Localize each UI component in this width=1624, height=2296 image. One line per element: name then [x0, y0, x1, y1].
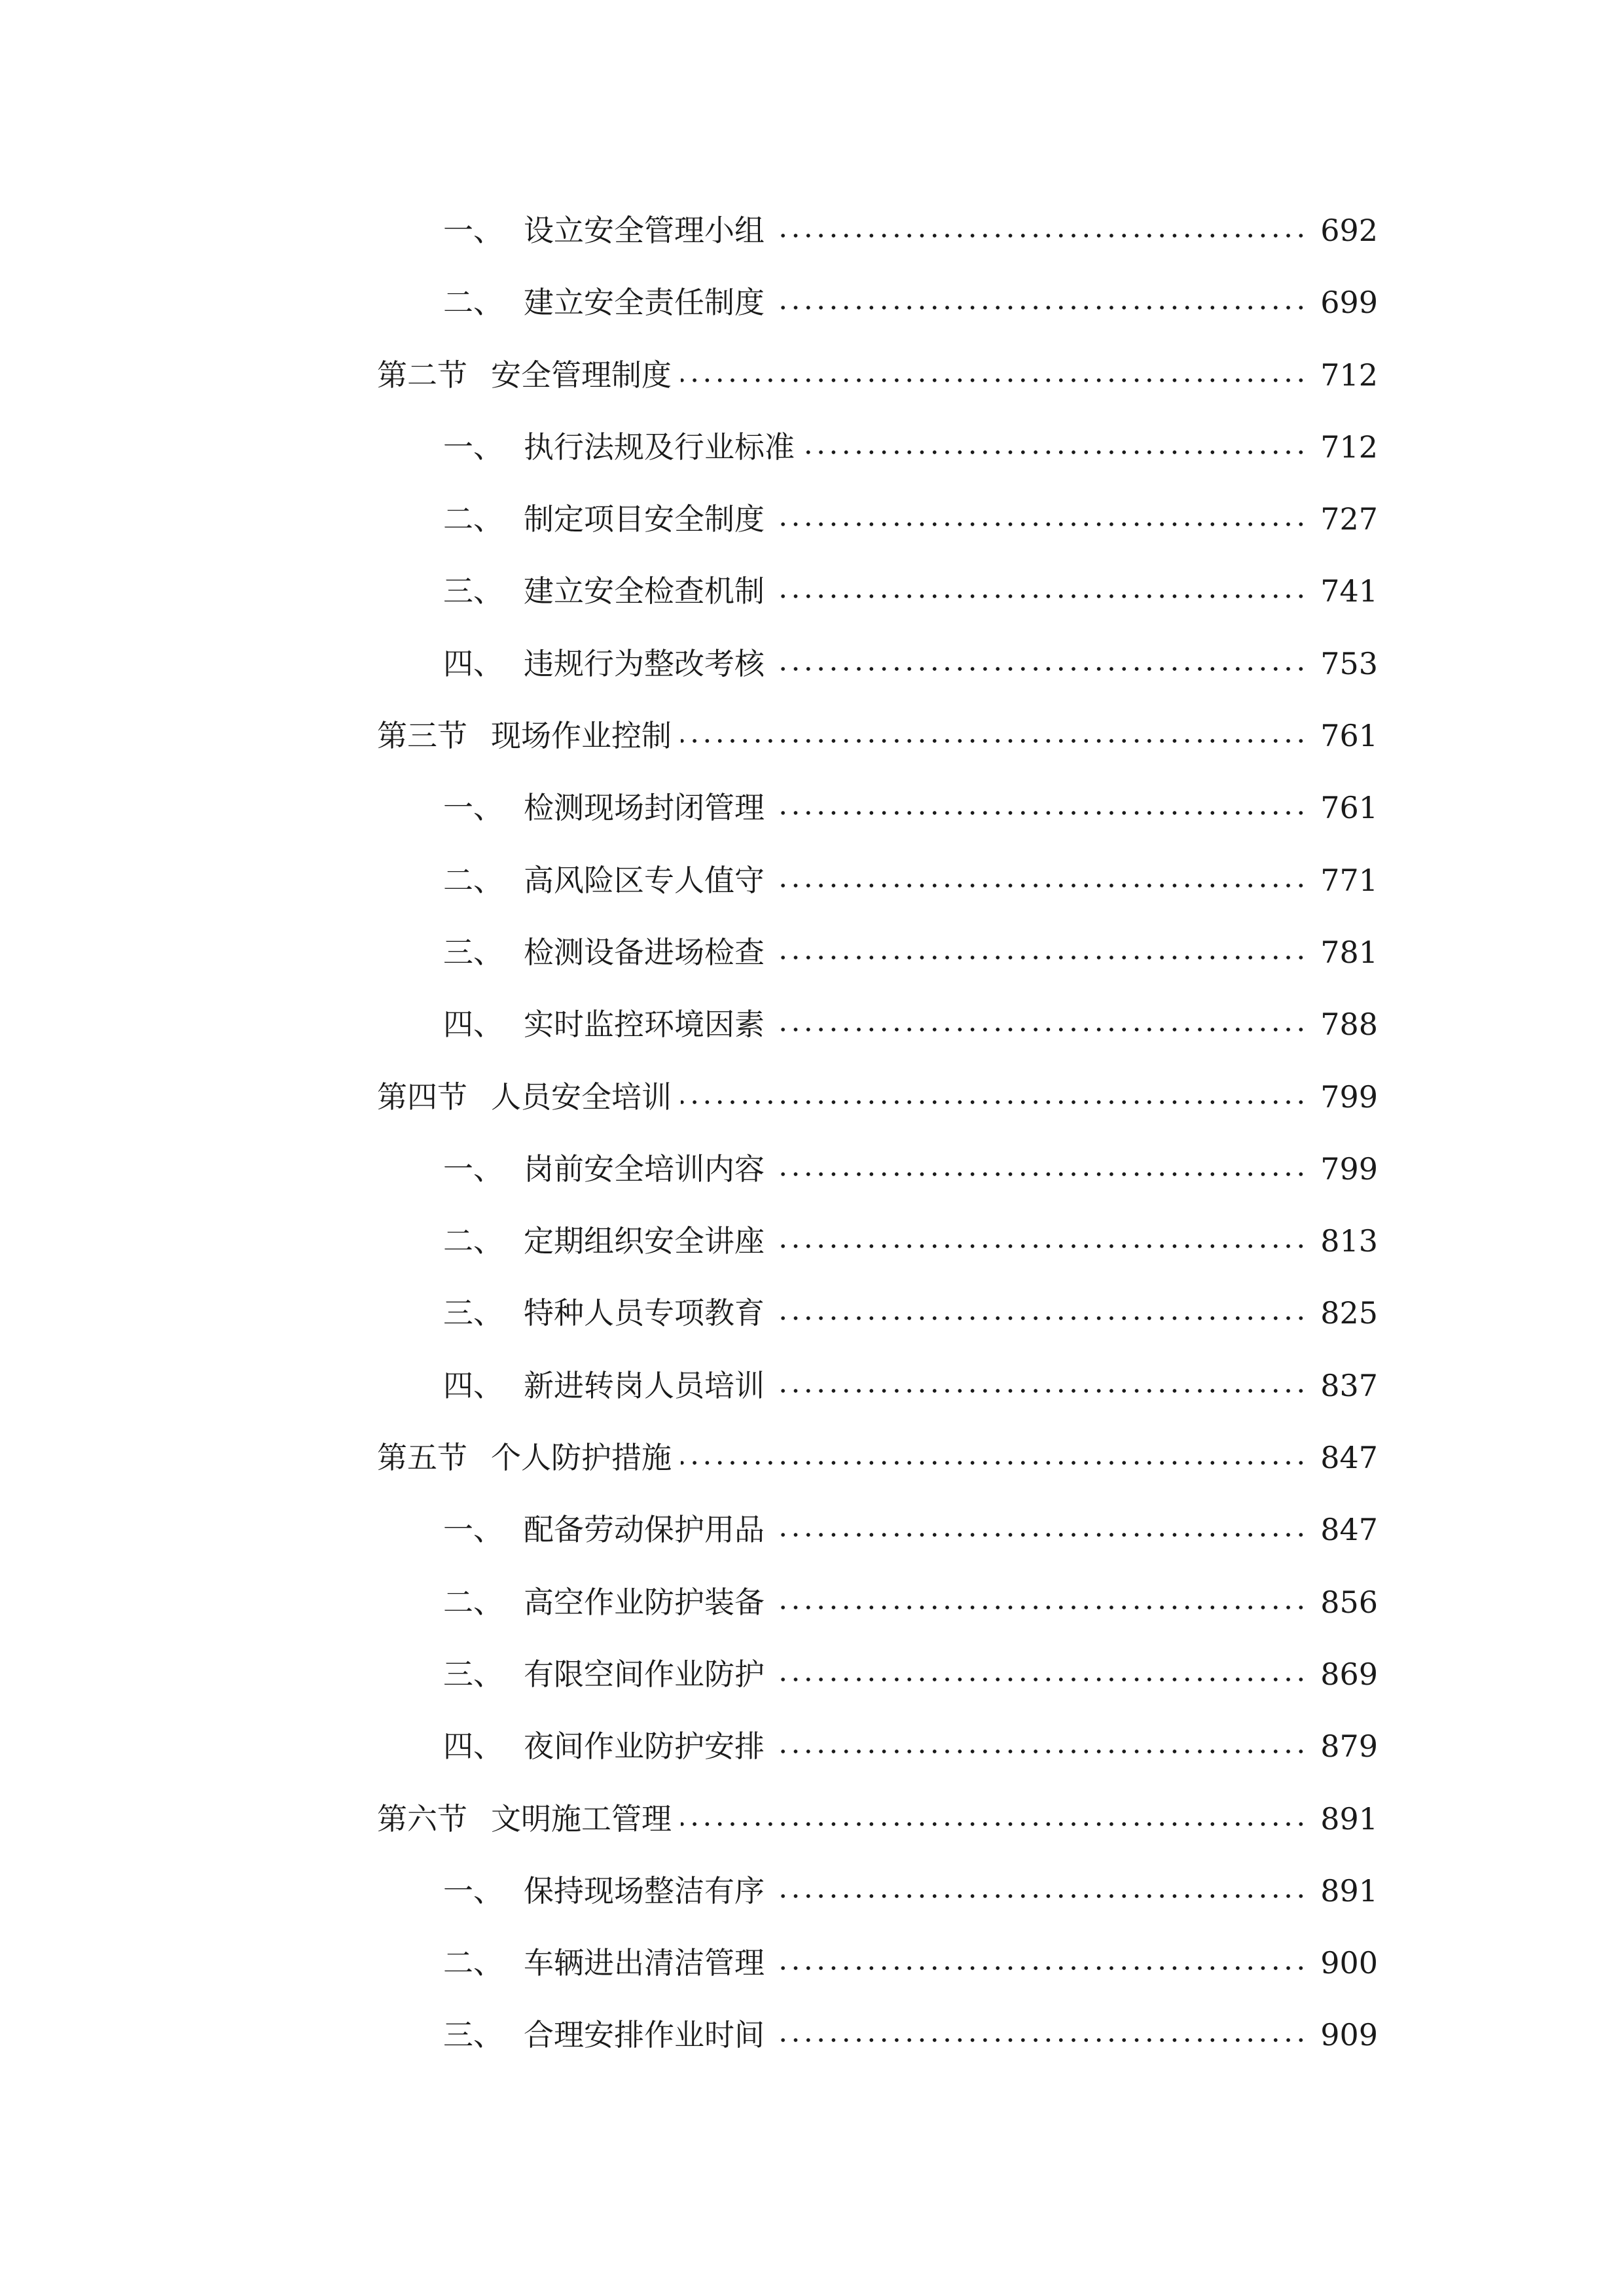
toc-entry[interactable]: [0, 990, 1624, 1062]
toc-entry-number: 三、: [443, 2017, 503, 2053]
toc-entry-page-number: 761: [1320, 790, 1378, 826]
toc-entry[interactable]: [0, 774, 1624, 846]
toc-entry-label: [443, 1005, 765, 1044]
toc-entry-page-number: 825: [1320, 1295, 1378, 1331]
table-of-contents: [0, 196, 1624, 2073]
toc-entry[interactable]: [0, 1857, 1624, 1929]
toc-entry-number: 二、: [443, 1584, 503, 1620]
toc-entry-number: 三、: [443, 934, 503, 970]
toc-entry-label: [377, 1799, 672, 1839]
toc-entry-number: 三、: [443, 573, 503, 609]
toc-entry-label: [443, 644, 765, 683]
toc-entry-label: [443, 861, 765, 900]
toc-entry-page-number: 847: [1320, 1440, 1378, 1476]
dot-leader: [774, 522, 1307, 527]
dot-leader: [774, 1388, 1307, 1393]
toc-entry[interactable]: [0, 1279, 1624, 1351]
toc-section-entry[interactable]: [0, 1063, 1624, 1135]
toc-entry[interactable]: [0, 918, 1624, 990]
toc-entry-label: [443, 1510, 765, 1549]
toc-entry-page-number: 869: [1320, 1656, 1378, 1692]
toc-entry-title: 违规行为整改考核: [524, 645, 765, 681]
toc-entry-page-number: 788: [1320, 1007, 1378, 1043]
toc-entry-number: 四、: [443, 1007, 503, 1043]
toc-entry-page-number: 761: [1320, 718, 1378, 754]
dot-leader: [774, 1749, 1307, 1754]
toc-entry-title: 设立安全管理小组: [524, 213, 765, 248]
toc-entry-number: 四、: [443, 645, 503, 681]
toc-section-title: 安全管理制度: [491, 357, 672, 393]
toc-entry-title: 定期组织安全讲座: [524, 1223, 765, 1259]
toc-entry-title: 高风险区专人值守: [524, 862, 765, 898]
dot-leader: [774, 1244, 1307, 1249]
toc-entry-page-number: 847: [1320, 1512, 1378, 1548]
dot-leader: [681, 738, 1307, 744]
toc-entry[interactable]: [0, 2001, 1624, 2073]
toc-entry[interactable]: [0, 1496, 1624, 1568]
dot-leader: [681, 378, 1307, 383]
toc-entry-page-number: 727: [1320, 501, 1378, 537]
toc-entry-number: 一、: [443, 790, 503, 826]
toc-entry[interactable]: [0, 1712, 1624, 1784]
toc-entry-label: [443, 1655, 765, 1694]
toc-entry-number: 一、: [443, 1512, 503, 1548]
toc-entry-label: [443, 2015, 765, 2054]
toc-entry-page-number: 813: [1320, 1223, 1378, 1259]
toc-entry-page-number: 837: [1320, 1367, 1378, 1403]
toc-entry[interactable]: [0, 1207, 1624, 1279]
toc-entry-label: [443, 211, 765, 250]
toc-entry-title: 配备劳动保护用品: [524, 1512, 765, 1548]
toc-entry-page-number: 891: [1320, 1801, 1378, 1837]
toc-entry[interactable]: [0, 1135, 1624, 1207]
toc-section-entry[interactable]: [0, 1785, 1624, 1857]
toc-entry-title: 高空作业防护装备: [524, 1584, 765, 1620]
toc-entry-page-number: 741: [1320, 573, 1378, 609]
toc-entry[interactable]: [0, 268, 1624, 340]
toc-entry[interactable]: [0, 196, 1624, 268]
toc-section-entry[interactable]: [0, 702, 1624, 774]
toc-entry-page-number: 799: [1320, 1079, 1378, 1115]
toc-entry-page-number: 712: [1320, 429, 1378, 465]
toc-entry-page-number: 712: [1320, 357, 1378, 393]
toc-entry-title: 检测现场封闭管理: [524, 790, 765, 826]
dot-leader: [774, 1172, 1307, 1177]
toc-entry-number: 一、: [443, 1151, 503, 1187]
dot-leader: [774, 1677, 1307, 1682]
toc-section-number: 第五节: [377, 1440, 467, 1476]
toc-entry-title: 建立安全责任制度: [524, 285, 765, 321]
toc-entry-number: 二、: [443, 1945, 503, 1981]
toc-entry-page-number: 891: [1320, 1873, 1378, 1909]
toc-entry[interactable]: [0, 557, 1624, 629]
toc-entry[interactable]: [0, 1352, 1624, 1424]
toc-section-title: 文明施工管理: [491, 1801, 672, 1837]
toc-entry-page-number: 692: [1320, 213, 1378, 248]
toc-entry-title: 合理安排作业时间: [524, 2017, 765, 2053]
toc-entry-label: [377, 1438, 672, 1477]
toc-entry[interactable]: [0, 1640, 1624, 1712]
toc-entry-label: [443, 427, 795, 467]
toc-entry-title: 执行法规及行业标准: [524, 429, 795, 465]
toc-entry-page-number: 879: [1320, 1729, 1378, 1765]
dot-leader: [774, 233, 1307, 238]
toc-entry-label: [443, 1149, 765, 1189]
toc-entry-number: 三、: [443, 1656, 503, 1692]
toc-entry-number: 二、: [443, 285, 503, 321]
toc-entry[interactable]: [0, 485, 1624, 557]
dot-leader: [774, 1532, 1307, 1537]
toc-entry-page-number: 900: [1320, 1945, 1378, 1981]
toc-entry-title: 夜间作业防护安排: [524, 1729, 765, 1765]
toc-entry-title: 保持现场整洁有序: [524, 1873, 765, 1909]
toc-entry-number: 二、: [443, 862, 503, 898]
toc-section-title: 个人防护措施: [491, 1440, 672, 1476]
toc-entry-title: 建立安全检查机制: [524, 573, 765, 609]
toc-entry-page-number: 909: [1320, 2017, 1378, 2053]
toc-entry-page-number: 771: [1320, 862, 1378, 898]
toc-entry-number: 四、: [443, 1729, 503, 1765]
toc-entry[interactable]: [0, 630, 1624, 702]
dot-leader: [774, 955, 1307, 960]
dot-leader: [774, 1027, 1307, 1032]
toc-entry-number: 一、: [443, 1873, 503, 1909]
toc-entry-label: [443, 933, 765, 972]
toc-entry-title: 岗前安全培训内容: [524, 1151, 765, 1187]
toc-entry-page-number: 856: [1320, 1584, 1378, 1620]
toc-entry-label: [377, 716, 672, 755]
toc-entry-title: 车辆进出清洁管理: [524, 1945, 765, 1981]
toc-entry-number: 一、: [443, 429, 503, 465]
toc-entry-label: [443, 1221, 765, 1261]
toc-section-number: 第六节: [377, 1801, 467, 1837]
toc-entry-title: 制定项目安全制度: [524, 501, 765, 537]
toc-entry-title: 检测设备进场检查: [524, 934, 765, 970]
toc-entry-title: 实时监控环境因素: [524, 1007, 765, 1043]
dot-leader: [774, 1605, 1307, 1610]
dot-leader: [774, 810, 1307, 816]
toc-section-title: 现场作业控制: [491, 718, 672, 754]
toc-entry-label: [443, 1943, 765, 1982]
dot-leader: [681, 1460, 1307, 1465]
dot-leader: [774, 1893, 1307, 1899]
dot-leader: [774, 1965, 1307, 1971]
toc-entry[interactable]: [0, 413, 1624, 485]
toc-section-number: 第四节: [377, 1079, 467, 1115]
dot-leader: [774, 883, 1307, 888]
toc-section-title: 人员安全培训: [491, 1079, 672, 1115]
toc-entry[interactable]: [0, 1568, 1624, 1640]
toc-entry-page-number: 699: [1320, 285, 1378, 321]
dot-leader: [774, 1316, 1307, 1321]
toc-entry-label: [443, 1293, 765, 1333]
toc-entry-number: 四、: [443, 1367, 503, 1403]
toc-entry-number: 二、: [443, 1223, 503, 1259]
toc-entry-number: 二、: [443, 501, 503, 537]
dot-leader: [774, 305, 1307, 310]
toc-entry-title: 特种人员专项教育: [524, 1295, 765, 1331]
toc-entry-title: 有限空间作业防护: [524, 1656, 765, 1692]
toc-entry-number: 三、: [443, 1295, 503, 1331]
toc-entry-label: [443, 1727, 765, 1766]
toc-section-entry[interactable]: [0, 341, 1624, 413]
toc-section-number: 第三节: [377, 718, 467, 754]
toc-entry-number: 一、: [443, 213, 503, 248]
dot-leader: [774, 666, 1307, 672]
toc-entry-page-number: 799: [1320, 1151, 1378, 1187]
dot-leader: [774, 594, 1307, 599]
toc-entry-page-number: 781: [1320, 934, 1378, 970]
dot-leader: [804, 450, 1307, 455]
toc-entry-label: [443, 1871, 765, 1910]
toc-entry-label: [443, 283, 765, 322]
toc-entry-page-number: 753: [1320, 645, 1378, 681]
dot-leader: [681, 1821, 1307, 1827]
toc-entry-label: [377, 355, 672, 395]
toc-entry-label: [377, 1077, 672, 1117]
toc-entry-label: [443, 788, 765, 827]
toc-entry-title: 新进转岗人员培训: [524, 1367, 765, 1403]
dot-leader: [774, 2037, 1307, 2043]
toc-entry-label: [443, 1366, 765, 1405]
toc-entry-label: [443, 1583, 765, 1622]
toc-section-entry[interactable]: [0, 1424, 1624, 1496]
toc-entry-label: [443, 571, 765, 611]
toc-section-number: 第二节: [377, 357, 467, 393]
toc-entry[interactable]: [0, 1929, 1624, 2001]
dot-leader: [681, 1100, 1307, 1105]
toc-entry-label: [443, 499, 765, 539]
toc-entry[interactable]: [0, 846, 1624, 918]
